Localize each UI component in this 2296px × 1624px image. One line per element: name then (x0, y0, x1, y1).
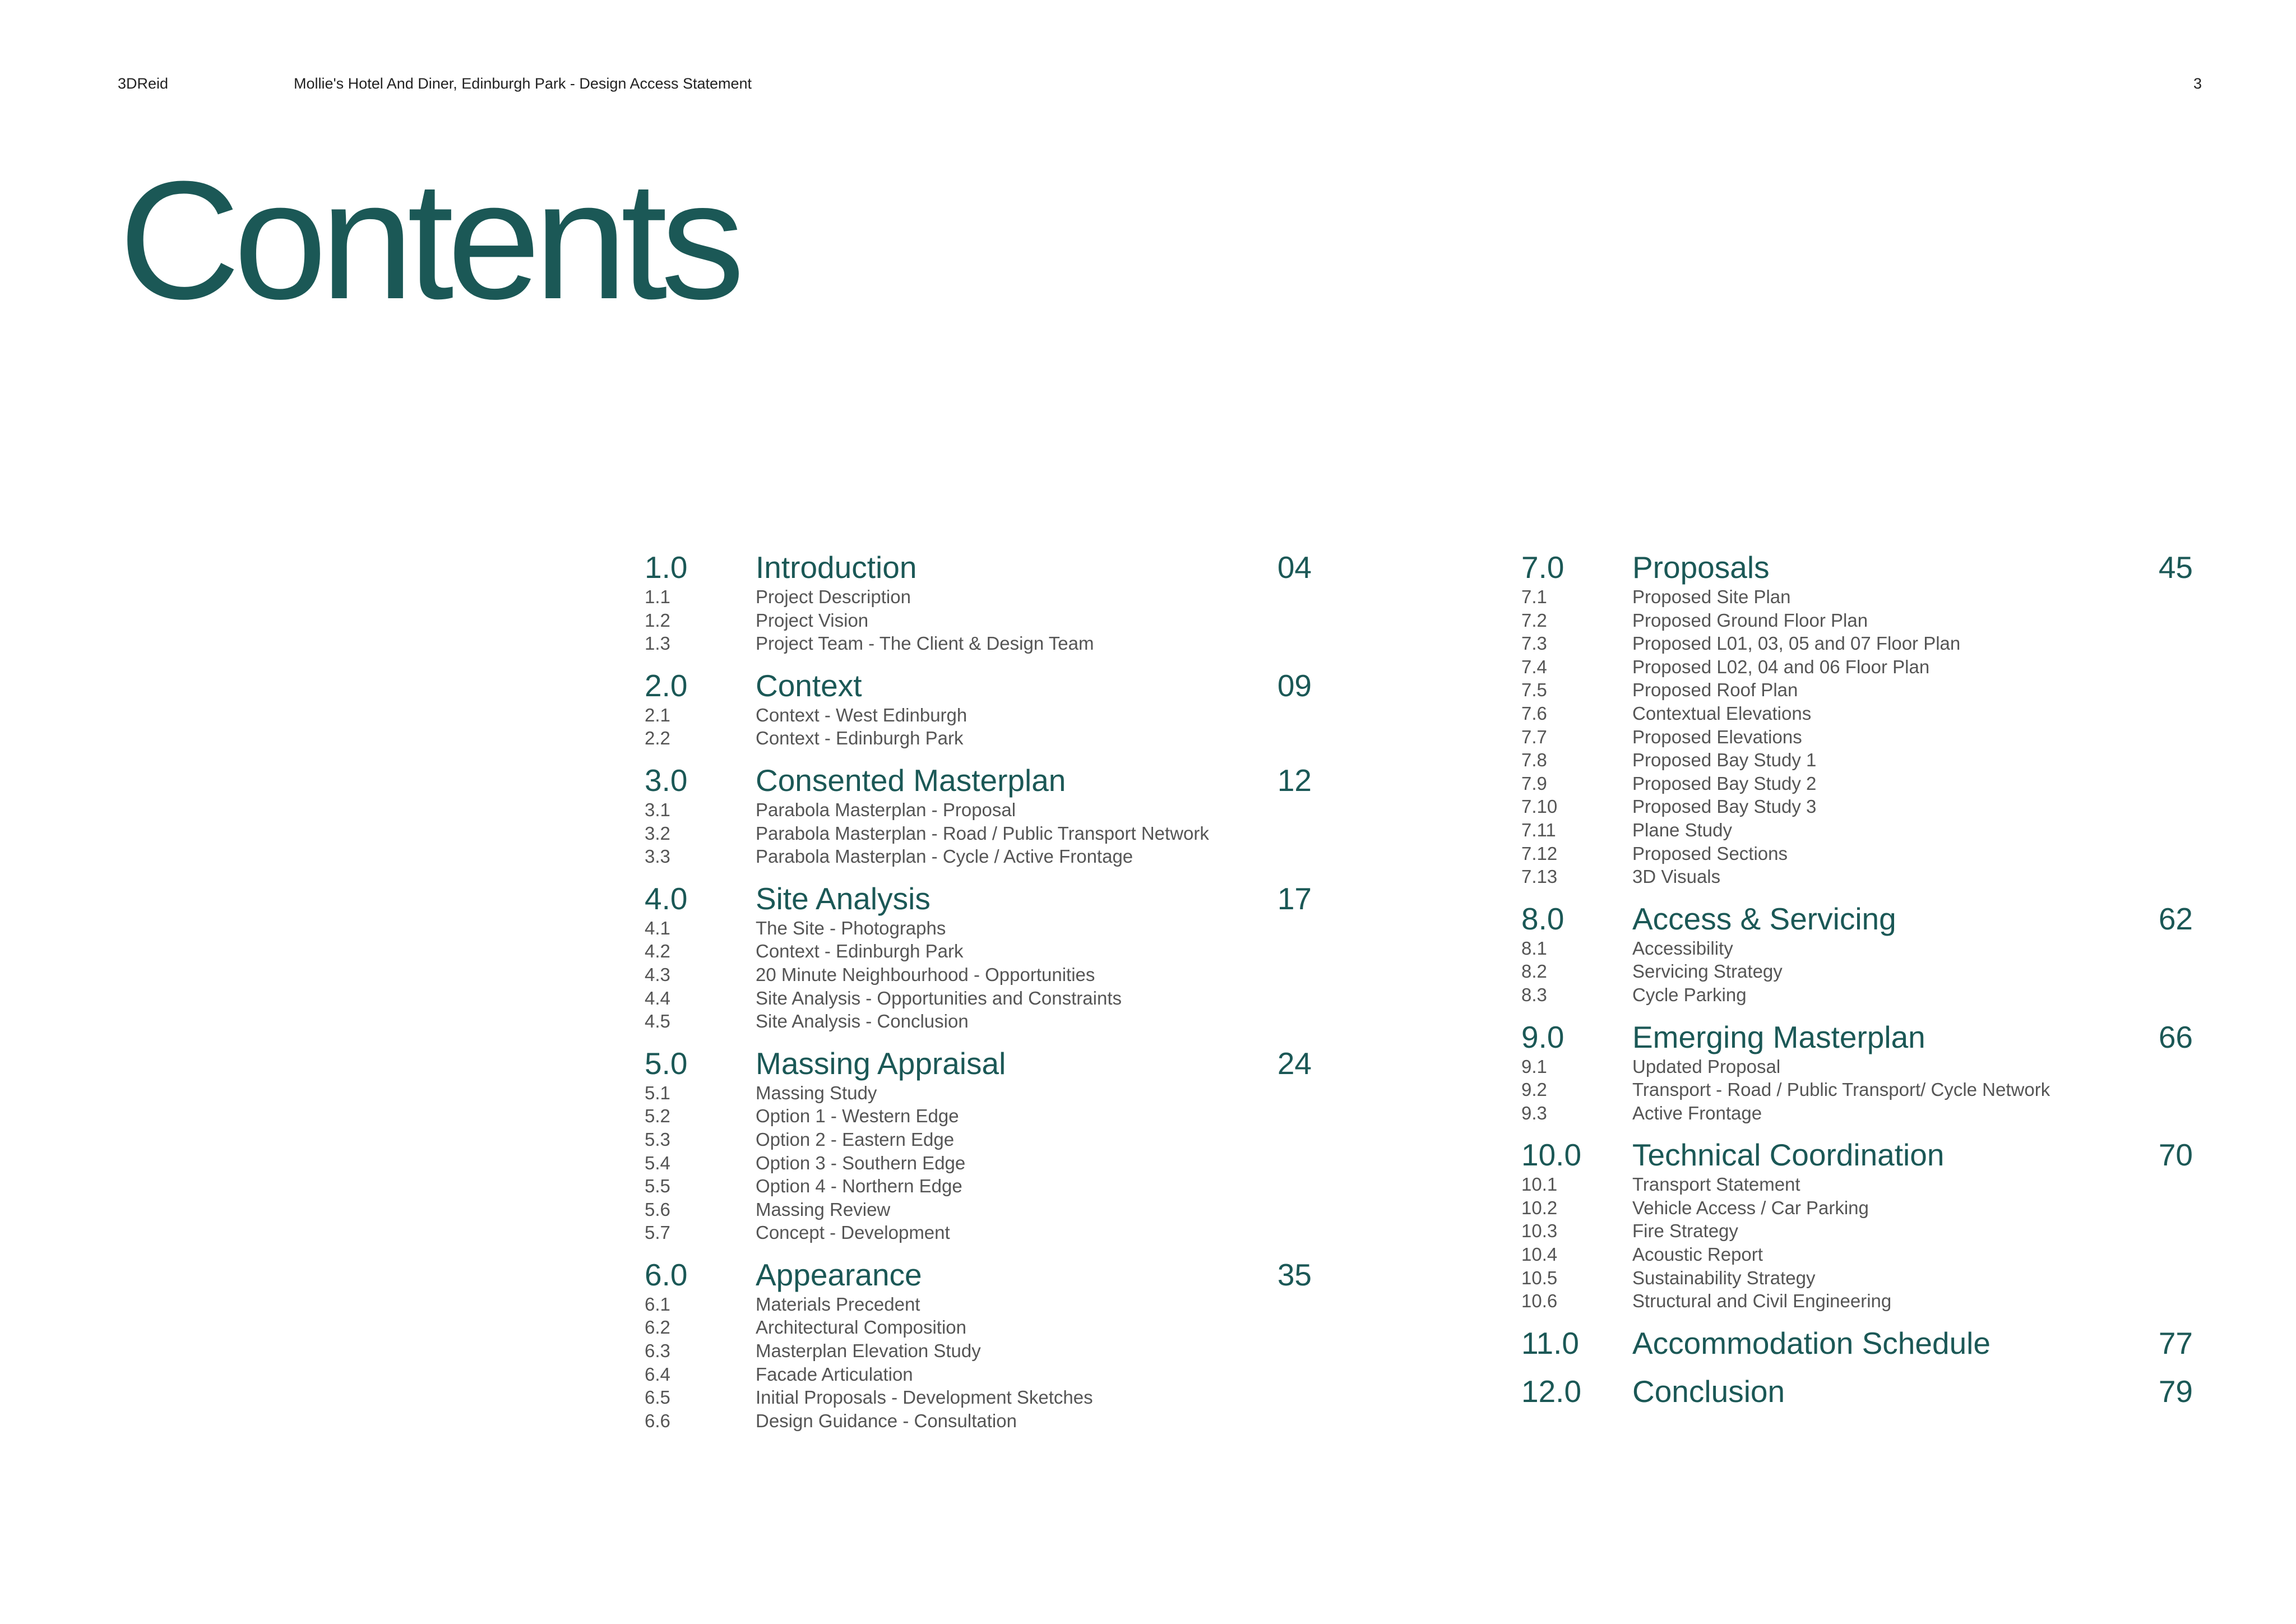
toc-section-heading[interactable] (645, 668, 1312, 704)
subsection-title: Parabola Masterplan - Cycle / Active Frontage (756, 846, 1133, 867)
section-title: Appearance (756, 1257, 922, 1292)
section-title: Context (756, 668, 862, 703)
toc-subsection[interactable] (1521, 865, 2193, 889)
subsection-title: Massing Review (756, 1199, 891, 1220)
subsection-number: 10.4 (1521, 1244, 1558, 1265)
subsection-title: Option 3 - Southern Edge (756, 1152, 966, 1173)
toc-subsection[interactable] (1521, 678, 2193, 702)
subsection-number: 4.2 (645, 941, 670, 962)
section-title: Access & Servicing (1632, 901, 1896, 936)
subsection-number: 4.3 (645, 964, 670, 985)
subsection-number: 4.1 (645, 917, 670, 938)
subsection-number: 8.3 (1521, 984, 1547, 1005)
subsection-title: Fire Strategy (1632, 1220, 1738, 1242)
subsection-title: Proposed Elevations (1632, 726, 1802, 747)
subsection-number: 8.1 (1521, 937, 1547, 959)
section-number: 8.0 (1521, 901, 1564, 936)
toc-subsection[interactable] (645, 917, 1312, 940)
section-title: Proposals (1632, 550, 1770, 585)
subsection-title: Facade Articulation (756, 1363, 913, 1385)
subsection-title: Proposed L02, 04 and 06 Floor Plan (1632, 656, 1930, 677)
toc-subsection[interactable] (645, 1363, 1312, 1386)
section-number: 7.0 (1521, 550, 1564, 585)
subsection-number: 5.5 (645, 1176, 670, 1197)
section-number: 1.0 (645, 550, 688, 585)
subsection-title: Proposed Ground Floor Plan (1632, 609, 1868, 631)
toc-section-heading[interactable] (645, 1257, 1312, 1293)
subsection-title: Initial Proposals - Development Sketches (756, 1387, 1093, 1408)
subsection-title: Parabola Masterplan - Proposal (756, 799, 1016, 820)
subsection-number: 10.5 (1521, 1267, 1558, 1288)
toc-subsection[interactable] (1521, 632, 2193, 655)
subsection-title: Architectural Composition (756, 1317, 966, 1338)
toc-subsection[interactable] (1521, 1055, 2193, 1079)
toc-right-column (1521, 549, 2193, 1422)
subsection-title: Massing Study (756, 1082, 877, 1103)
toc-subsection[interactable] (1521, 1243, 2193, 1266)
subsection-title: Transport Statement (1632, 1174, 1800, 1195)
toc-section-heading[interactable] (1521, 1137, 2193, 1173)
toc-subsection[interactable] (1521, 960, 2193, 983)
toc-subsection[interactable] (1521, 795, 2193, 818)
toc-subsection[interactable] (1521, 1289, 2193, 1313)
document-title: Mollie's Hotel And Diner, Edinburgh Park - Design Access Statement (294, 75, 752, 92)
toc-subsection[interactable] (1521, 1173, 2193, 1196)
subsection-number: 5.2 (645, 1105, 670, 1127)
subsection-number: 7.4 (1521, 656, 1547, 677)
section-title: Consented Masterplan (756, 762, 1066, 798)
subsection-title: Context - West Edinburgh (756, 704, 968, 725)
section-page-number: 66 (2158, 1019, 2193, 1054)
toc-section-heading[interactable] (645, 549, 1312, 585)
subsection-number: 5.7 (645, 1222, 670, 1243)
subsection-number: 6.3 (645, 1340, 670, 1362)
subsection-number: 7.5 (1521, 679, 1547, 701)
toc-section (645, 1045, 1312, 1244)
subsection-number: 7.12 (1521, 843, 1558, 864)
subsection-number: 7.13 (1521, 866, 1558, 887)
toc-section-heading[interactable] (1521, 1019, 2193, 1055)
toc-subsection[interactable] (1521, 1196, 2193, 1220)
toc-subsection[interactable] (1521, 842, 2193, 866)
subsection-title: Concept - Development (756, 1222, 950, 1243)
toc-subsection[interactable] (645, 1316, 1312, 1339)
toc-subsection[interactable] (1521, 609, 2193, 632)
page-title: Contents (119, 146, 738, 334)
section-number: 11.0 (1521, 1325, 1579, 1361)
toc-subsection[interactable] (645, 1198, 1312, 1222)
toc-section (645, 881, 1312, 1033)
toc-left-column (645, 549, 1312, 1445)
toc-section (1521, 1019, 2193, 1125)
section-page-number: 77 (2158, 1325, 2193, 1361)
subsection-title: Contextual Elevations (1632, 702, 1812, 724)
subsection-title: Materials Precedent (756, 1293, 920, 1315)
toc-subsection[interactable] (1521, 983, 2193, 1007)
subsection-title: Site Analysis - Opportunities and Constraints (756, 987, 1122, 1008)
subsection-number: 1.1 (645, 586, 670, 607)
subsection-title: Proposed Roof Plan (1632, 679, 1798, 701)
toc-section-heading[interactable] (1521, 1325, 2193, 1361)
toc-subsection[interactable] (645, 963, 1312, 987)
subsection-title: Acoustic Report (1632, 1244, 1763, 1265)
subsection-number: 7.3 (1521, 633, 1547, 654)
toc-section-heading[interactable] (1521, 901, 2193, 937)
subsection-number: 3.2 (645, 822, 670, 844)
toc-section (1521, 1325, 2193, 1361)
subsection-title: Project Team - The Client & Design Team (756, 633, 1094, 654)
subsection-number: 1.3 (645, 633, 670, 654)
section-number: 10.0 (1521, 1137, 1582, 1173)
toc-subsection[interactable] (1521, 655, 2193, 679)
toc-section-heading[interactable] (645, 881, 1312, 917)
toc-subsection[interactable] (645, 845, 1312, 868)
toc-subsection[interactable] (645, 1104, 1312, 1128)
toc-subsection[interactable] (1521, 937, 2193, 960)
subsection-number: 6.6 (645, 1410, 670, 1431)
subsection-title: Plane Study (1632, 819, 1732, 840)
subsection-number: 7.11 (1521, 819, 1556, 840)
subsection-title: Structural and Civil Engineering (1632, 1290, 1892, 1312)
subsection-number: 3.1 (645, 799, 670, 820)
subsection-number: 7.10 (1521, 796, 1558, 817)
toc-subsection[interactable] (645, 1221, 1312, 1244)
subsection-number: 5.1 (645, 1082, 670, 1103)
toc-subsection[interactable] (1521, 748, 2193, 772)
subsection-number: 4.4 (645, 987, 670, 1008)
section-page-number: 70 (2158, 1137, 2193, 1173)
toc-section (645, 549, 1312, 655)
toc-subsection[interactable] (1521, 772, 2193, 795)
subsection-title: Cycle Parking (1632, 984, 1747, 1005)
toc-subsection[interactable] (645, 1339, 1312, 1363)
toc-subsection[interactable] (645, 798, 1312, 822)
subsection-title: Masterplan Elevation Study (756, 1340, 981, 1362)
subsection-title: Updated Proposal (1632, 1056, 1781, 1077)
toc-subsection[interactable] (645, 1174, 1312, 1198)
subsection-number: 6.4 (645, 1363, 670, 1385)
section-number: 9.0 (1521, 1019, 1564, 1054)
toc-section-heading[interactable] (645, 1045, 1312, 1081)
subsection-number: 7.7 (1521, 726, 1547, 747)
subsection-title: Sustainability Strategy (1632, 1267, 1816, 1288)
subsection-title: Accessibility (1632, 937, 1733, 959)
subsection-number: 10.2 (1521, 1197, 1558, 1218)
section-title: Site Analysis (756, 881, 931, 916)
subsection-number: 3.3 (645, 846, 670, 867)
section-title: Introduction (756, 550, 917, 585)
section-page-number: 24 (1277, 1045, 1312, 1081)
subsection-number: 5.3 (645, 1128, 670, 1150)
subsection-number: 6.5 (645, 1387, 670, 1408)
toc-subsection[interactable] (645, 1081, 1312, 1105)
toc-subsection[interactable] (1521, 1266, 2193, 1290)
toc-section (645, 1257, 1312, 1433)
toc-subsection[interactable] (645, 1151, 1312, 1175)
section-title: Massing Appraisal (756, 1045, 1006, 1081)
subsection-number: 7.1 (1521, 586, 1547, 607)
subsection-number: 10.6 (1521, 1290, 1558, 1312)
subsection-title: Parabola Masterplan - Road / Public Transport Network (756, 822, 1209, 844)
toc-subsection[interactable] (645, 940, 1312, 963)
toc-subsection[interactable] (1521, 1078, 2193, 1102)
toc-section (1521, 549, 2193, 889)
subsection-title: Site Analysis - Conclusion (756, 1011, 969, 1032)
section-title: Accommodation Schedule (1632, 1325, 1991, 1361)
toc-subsection[interactable] (1521, 1219, 2193, 1243)
subsection-title: Proposed L01, 03, 05 and 07 Floor Plan (1632, 633, 1961, 654)
toc-section (1521, 1373, 2193, 1409)
subsection-number: 7.8 (1521, 749, 1547, 771)
toc-subsection[interactable] (1521, 702, 2193, 725)
toc-subsection[interactable] (1521, 818, 2193, 842)
subsection-title: Context - Edinburgh Park (756, 728, 964, 749)
toc-section-heading[interactable] (645, 762, 1312, 798)
toc-subsection[interactable] (1521, 585, 2193, 609)
toc-section (645, 668, 1312, 750)
subsection-number: 8.2 (1521, 961, 1547, 982)
subsection-title: Proposed Site Plan (1632, 586, 1791, 607)
toc-subsection[interactable] (645, 609, 1312, 632)
toc-section-heading[interactable] (1521, 549, 2193, 585)
subsection-number: 7.2 (1521, 609, 1547, 631)
subsection-title: Proposed Bay Study 1 (1632, 749, 1817, 771)
toc-subsection[interactable] (645, 727, 1312, 750)
toc-subsection[interactable] (645, 1409, 1312, 1433)
section-number: 2.0 (645, 668, 688, 703)
section-page-number: 45 (2158, 550, 2193, 585)
section-page-number: 79 (2158, 1373, 2193, 1409)
subsection-number: 4.5 (645, 1011, 670, 1032)
section-number: 6.0 (645, 1257, 688, 1292)
subsection-title: Design Guidance - Consultation (756, 1410, 1017, 1431)
subsection-title: Option 2 - Eastern Edge (756, 1128, 955, 1150)
subsection-number: 1.2 (645, 609, 670, 631)
subsection-number: 9.1 (1521, 1056, 1547, 1077)
toc-section-heading[interactable] (1521, 1373, 2193, 1409)
section-title: Emerging Masterplan (1632, 1019, 1925, 1054)
toc-subsection[interactable] (645, 704, 1312, 727)
subsection-number: 10.3 (1521, 1220, 1558, 1242)
subsection-title: Proposed Bay Study 2 (1632, 772, 1817, 794)
toc-subsection[interactable] (1521, 725, 2193, 749)
subsection-number: 2.1 (645, 704, 670, 725)
subsection-number: 2.2 (645, 728, 670, 749)
section-number: 3.0 (645, 762, 688, 798)
subsection-title: Proposed Sections (1632, 843, 1788, 864)
subsection-title: 20 Minute Neighbourhood - Opportunities (756, 964, 1095, 985)
section-number: 5.0 (645, 1045, 688, 1081)
subsection-title: Option 4 - Northern Edge (756, 1176, 962, 1197)
section-page-number: 04 (1277, 550, 1312, 585)
subsection-number: 6.2 (645, 1317, 670, 1338)
subsection-title: Project Vision (756, 609, 869, 631)
toc-subsection[interactable] (645, 1293, 1312, 1316)
toc-section (1521, 1137, 2193, 1313)
section-page-number: 12 (1277, 762, 1312, 798)
subsection-title: Project Description (756, 586, 911, 607)
subsection-number: 7.9 (1521, 772, 1547, 794)
section-page-number: 09 (1277, 668, 1312, 703)
toc-subsection[interactable] (645, 822, 1312, 845)
subsection-number: 9.3 (1521, 1102, 1547, 1123)
section-page-number: 35 (1277, 1257, 1312, 1292)
section-number: 12.0 (1521, 1373, 1582, 1409)
toc-subsection[interactable] (645, 632, 1312, 655)
subsection-number: 5.6 (645, 1199, 670, 1220)
subsection-title: Transport - Road / Public Transport/ Cycle Network (1632, 1079, 2050, 1100)
subsection-number: 6.1 (645, 1293, 670, 1315)
section-page-number: 17 (1277, 881, 1312, 916)
subsection-number: 5.4 (645, 1152, 670, 1173)
subsection-title: 3D Visuals (1632, 866, 1721, 887)
brand-name: 3DReid (118, 75, 169, 92)
subsection-number: 7.6 (1521, 702, 1547, 724)
section-page-number: 62 (2158, 901, 2193, 936)
toc-subsection[interactable] (645, 585, 1312, 609)
toc-subsection[interactable] (645, 987, 1312, 1010)
section-title: Technical Coordination (1632, 1137, 1945, 1173)
subsection-title: Proposed Bay Study 3 (1632, 796, 1817, 817)
subsection-title: The Site - Photographs (756, 917, 946, 938)
toc-subsection[interactable] (645, 1010, 1312, 1033)
toc-subsection[interactable] (1521, 1102, 2193, 1125)
subsection-title: Option 1 - Western Edge (756, 1105, 959, 1127)
section-title: Conclusion (1632, 1373, 1785, 1409)
toc-subsection[interactable] (645, 1128, 1312, 1151)
section-number: 4.0 (645, 881, 688, 916)
page-number: 3 (2193, 75, 2202, 92)
subsection-number: 9.2 (1521, 1079, 1547, 1100)
toc-section (645, 762, 1312, 868)
toc-subsection[interactable] (645, 1386, 1312, 1409)
subsection-title: Context - Edinburgh Park (756, 941, 964, 962)
subsection-title: Vehicle Access / Car Parking (1632, 1197, 1869, 1218)
toc-section (1521, 901, 2193, 1007)
subsection-number: 10.1 (1521, 1174, 1558, 1195)
subsection-title: Servicing Strategy (1632, 961, 1783, 982)
subsection-title: Active Frontage (1632, 1102, 1762, 1123)
